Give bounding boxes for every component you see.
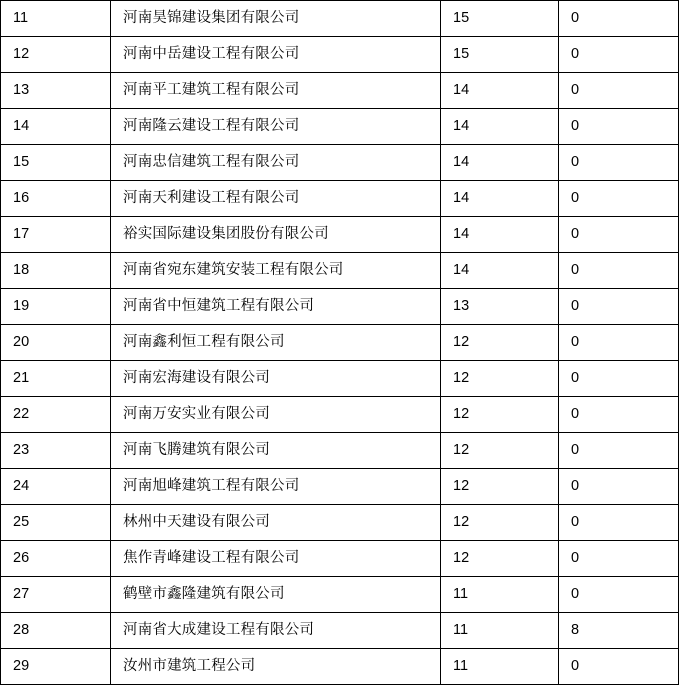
cell-count-a: 12 bbox=[441, 505, 559, 541]
cell-company-name: 河南飞腾建筑有限公司 bbox=[111, 433, 441, 469]
cell-count-a: 14 bbox=[441, 145, 559, 181]
table-row bbox=[1, 505, 679, 541]
cell-rank: 25 bbox=[1, 505, 111, 541]
cell-count-a: 12 bbox=[441, 469, 559, 505]
table-row bbox=[1, 361, 679, 397]
cell-rank: 29 bbox=[1, 649, 111, 685]
table-row bbox=[1, 217, 679, 253]
cell-count-b: 0 bbox=[559, 217, 679, 253]
table-row bbox=[1, 73, 679, 109]
cell-rank: 28 bbox=[1, 613, 111, 649]
table-row bbox=[1, 181, 679, 217]
cell-count-b: 0 bbox=[559, 1, 679, 37]
cell-rank: 21 bbox=[1, 361, 111, 397]
table-row bbox=[1, 469, 679, 505]
cell-count-a: 14 bbox=[441, 109, 559, 145]
cell-count-a: 14 bbox=[441, 217, 559, 253]
cell-count-b: 0 bbox=[559, 361, 679, 397]
cell-count-a: 15 bbox=[441, 1, 559, 37]
cell-rank: 14 bbox=[1, 109, 111, 145]
cell-rank: 26 bbox=[1, 541, 111, 577]
cell-company-name: 河南省宛东建筑安装工程有限公司 bbox=[111, 253, 441, 289]
table-row bbox=[1, 541, 679, 577]
cell-count-b: 0 bbox=[559, 325, 679, 361]
cell-count-a: 12 bbox=[441, 361, 559, 397]
cell-count-a: 12 bbox=[441, 433, 559, 469]
cell-count-a: 13 bbox=[441, 289, 559, 325]
cell-company-name: 汝州市建筑工程公司 bbox=[111, 649, 441, 685]
cell-rank: 17 bbox=[1, 217, 111, 253]
table-row bbox=[1, 37, 679, 73]
cell-count-b: 0 bbox=[559, 433, 679, 469]
cell-count-a: 14 bbox=[441, 253, 559, 289]
cell-count-b: 0 bbox=[559, 37, 679, 73]
table-row bbox=[1, 253, 679, 289]
cell-count-a: 14 bbox=[441, 181, 559, 217]
cell-rank: 27 bbox=[1, 577, 111, 613]
table-row bbox=[1, 577, 679, 613]
cell-count-b: 0 bbox=[559, 649, 679, 685]
cell-count-a: 12 bbox=[441, 397, 559, 433]
table-body bbox=[1, 1, 679, 685]
cell-rank: 23 bbox=[1, 433, 111, 469]
cell-count-a: 11 bbox=[441, 649, 559, 685]
cell-rank: 19 bbox=[1, 289, 111, 325]
cell-company-name: 河南平工建筑工程有限公司 bbox=[111, 73, 441, 109]
cell-rank: 24 bbox=[1, 469, 111, 505]
cell-count-b: 0 bbox=[559, 577, 679, 613]
cell-rank: 22 bbox=[1, 397, 111, 433]
cell-count-b: 0 bbox=[559, 505, 679, 541]
cell-count-b: 0 bbox=[559, 145, 679, 181]
cell-count-b: 0 bbox=[559, 469, 679, 505]
table-row bbox=[1, 145, 679, 181]
cell-company-name: 鹤壁市鑫隆建筑有限公司 bbox=[111, 577, 441, 613]
cell-count-b: 0 bbox=[559, 289, 679, 325]
cell-company-name: 林州中天建设有限公司 bbox=[111, 505, 441, 541]
cell-count-a: 15 bbox=[441, 37, 559, 73]
table-row bbox=[1, 649, 679, 685]
cell-count-a: 12 bbox=[441, 541, 559, 577]
cell-company-name: 河南宏海建设有限公司 bbox=[111, 361, 441, 397]
cell-company-name: 河南省大成建设工程有限公司 bbox=[111, 613, 441, 649]
cell-rank: 11 bbox=[1, 1, 111, 37]
cell-company-name: 河南昊锦建设集团有限公司 bbox=[111, 1, 441, 37]
table-row bbox=[1, 109, 679, 145]
table-row bbox=[1, 1, 679, 37]
cell-count-a: 11 bbox=[441, 577, 559, 613]
cell-company-name: 河南忠信建筑工程有限公司 bbox=[111, 145, 441, 181]
cell-count-b: 0 bbox=[559, 73, 679, 109]
cell-company-name: 河南鑫利恒工程有限公司 bbox=[111, 325, 441, 361]
cell-count-a: 14 bbox=[441, 73, 559, 109]
cell-count-b: 0 bbox=[559, 109, 679, 145]
table-row bbox=[1, 433, 679, 469]
cell-rank: 16 bbox=[1, 181, 111, 217]
cell-company-name: 焦作青峰建设工程有限公司 bbox=[111, 541, 441, 577]
cell-company-name: 河南隆云建设工程有限公司 bbox=[111, 109, 441, 145]
cell-rank: 15 bbox=[1, 145, 111, 181]
cell-count-b: 0 bbox=[559, 253, 679, 289]
cell-rank: 18 bbox=[1, 253, 111, 289]
table-row bbox=[1, 289, 679, 325]
cell-rank: 13 bbox=[1, 73, 111, 109]
cell-rank: 12 bbox=[1, 37, 111, 73]
cell-count-b: 0 bbox=[559, 397, 679, 433]
cell-count-a: 12 bbox=[441, 325, 559, 361]
cell-count-b: 0 bbox=[559, 541, 679, 577]
cell-company-name: 河南省中恒建筑工程有限公司 bbox=[111, 289, 441, 325]
cell-company-name: 河南万安实业有限公司 bbox=[111, 397, 441, 433]
table-row bbox=[1, 613, 679, 649]
cell-count-b: 0 bbox=[559, 181, 679, 217]
cell-count-b: 8 bbox=[559, 613, 679, 649]
cell-company-name: 河南旭峰建筑工程有限公司 bbox=[111, 469, 441, 505]
cell-rank: 20 bbox=[1, 325, 111, 361]
cell-company-name: 河南天利建设工程有限公司 bbox=[111, 181, 441, 217]
table-row bbox=[1, 325, 679, 361]
table-row bbox=[1, 397, 679, 433]
cell-company-name: 裕实国际建设集团股份有限公司 bbox=[111, 217, 441, 253]
cell-company-name: 河南中岳建设工程有限公司 bbox=[111, 37, 441, 73]
cell-count-a: 11 bbox=[441, 613, 559, 649]
